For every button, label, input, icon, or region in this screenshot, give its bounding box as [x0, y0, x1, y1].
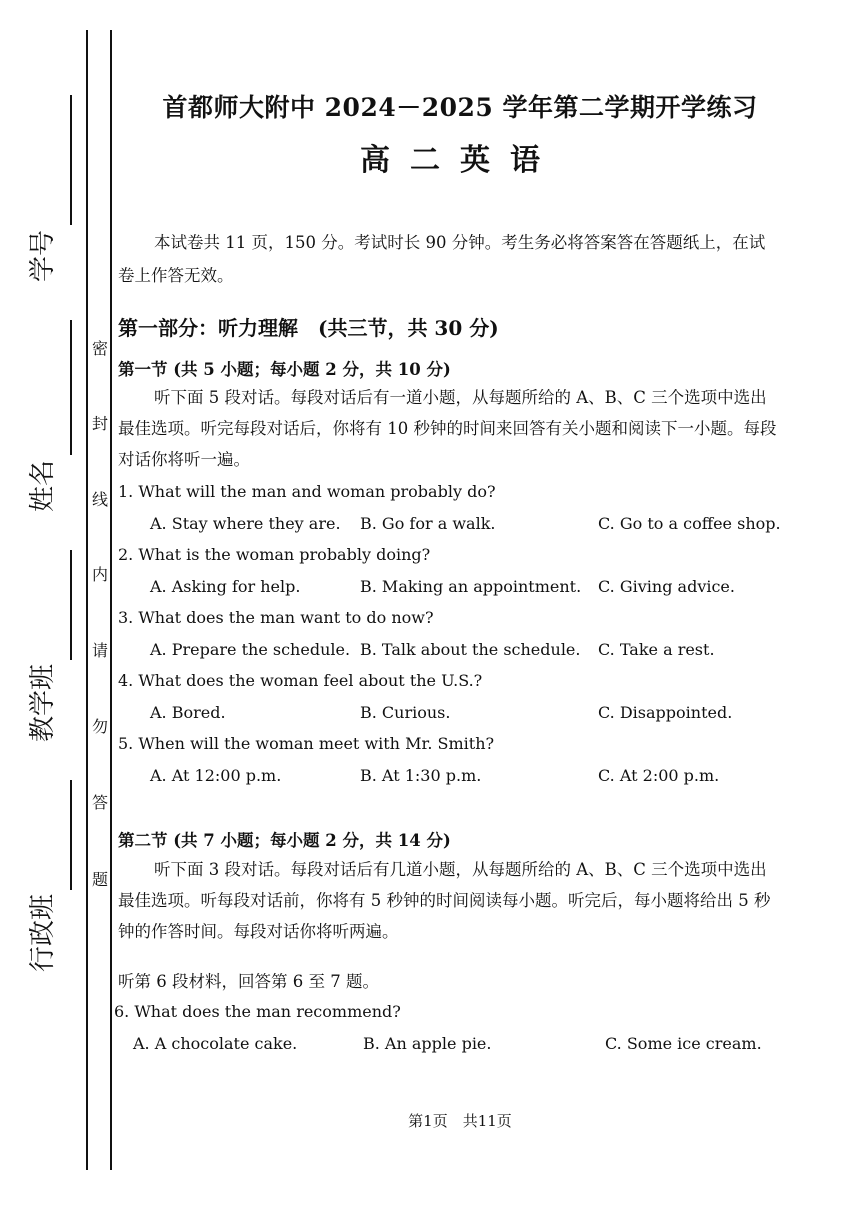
- option-a: A. A chocolate cake.: [133, 1034, 298, 1053]
- admin-class-blank[interactable]: [70, 780, 72, 890]
- seal-char: 密: [92, 339, 109, 358]
- option-a: A. Prepare the schedule.: [150, 640, 351, 659]
- teaching-class-blank[interactable]: [70, 550, 72, 660]
- seal-char: 答: [92, 793, 109, 812]
- option-b: B. At 1:30 p.m.: [360, 766, 482, 785]
- option-c: C. Take a rest.: [598, 640, 715, 659]
- option-a: A. Bored.: [150, 703, 226, 722]
- option-b: B. An apple pie.: [363, 1034, 492, 1053]
- section2-instructions: 听下面 3 段对话。每段对话后有几道小题，从每题所给的 A、B、C 三个选项中选出最佳选项。听每段对话前，你将有 5 秒钟的时间阅读每小题。听完后，每小题将给出 5 秒钟的作答时间。每段对话你将听两遍。: [118, 860, 771, 941]
- part1-heading: 第一部分：听力理解 (共三节，共 30 分): [118, 316, 499, 340]
- option-c: C. Giving advice.: [598, 577, 735, 596]
- name-label: 姓名: [28, 459, 58, 512]
- exam-subject: 高二英语: [360, 143, 560, 178]
- option-b: B. Talk about the schedule.: [360, 640, 581, 659]
- option-b: B. Go for a walk.: [360, 514, 496, 533]
- question-text: 4. What does the woman feel about the U.S.?: [118, 671, 483, 690]
- option-c: C. Some ice cream.: [605, 1034, 762, 1053]
- seal-char: 请: [92, 641, 109, 660]
- question-text: 5. When will the woman meet with Mr. Smith?: [118, 734, 495, 753]
- student-id-label: 学号: [28, 229, 58, 282]
- option-a: A. Asking for help.: [150, 577, 301, 596]
- section2-heading: 第二节 (共 7 小题；每小题 2 分，共 14 分): [118, 831, 451, 850]
- question-text: 6. What does the man recommend?: [114, 1002, 401, 1021]
- admin-class-label: 行政班: [28, 893, 58, 972]
- option-b: B. Curious.: [360, 703, 451, 722]
- section1-instructions: 听下面 5 段对话。每段对话后有一道小题，从每题所给的 A、B、C 三个选项中选出最佳选项。听完每段对话后，你将有 10 秒钟的时间来回答有关小题和阅读下一小题。每段对话你将听一遍。: [118, 388, 777, 469]
- question-text: 1. What will the man and woman probably do?: [118, 482, 496, 501]
- binding-line-inner: [110, 30, 112, 1170]
- teaching-class-label: 教学班: [28, 663, 58, 742]
- option-c: C. Go to a coffee shop.: [598, 514, 781, 533]
- option-b: B. Making an appointment.: [360, 577, 582, 596]
- exam-instructions: 本试卷共 11 页，150 分。考试时长 90 分钟。考生务必将答案答在答题纸上，在试卷上作答无效。: [118, 233, 766, 285]
- option-c: C. Disappointed.: [598, 703, 733, 722]
- binding-line-outer: [86, 30, 88, 1170]
- option-a: A. At 12:00 p.m.: [150, 766, 282, 785]
- section1-heading: 第一节 (共 5 小题；每小题 2 分，共 10 分): [118, 360, 451, 379]
- question-text: 2. What is the woman probably doing?: [118, 545, 431, 564]
- seal-char: 勿: [92, 717, 109, 736]
- page-footer: 第1页 共11页: [408, 1112, 512, 1130]
- question-text: 3. What does the man want to do now?: [118, 608, 434, 627]
- seal-char: 封: [92, 414, 109, 433]
- seal-char: 题: [92, 870, 109, 889]
- option-c: C. At 2:00 p.m.: [598, 766, 720, 785]
- student-id-blank[interactable]: [70, 95, 72, 225]
- option-a: A. Stay where they are.: [150, 514, 341, 533]
- exam-title: 首都师大附中 2024－2025 学年第二学期开学练习: [162, 93, 758, 122]
- seal-char: 内: [92, 565, 109, 584]
- name-blank[interactable]: [70, 320, 72, 455]
- material-note: 听第 6 段材料，回答第 6 至 7 题。: [118, 972, 379, 991]
- seal-char: 线: [92, 490, 109, 509]
